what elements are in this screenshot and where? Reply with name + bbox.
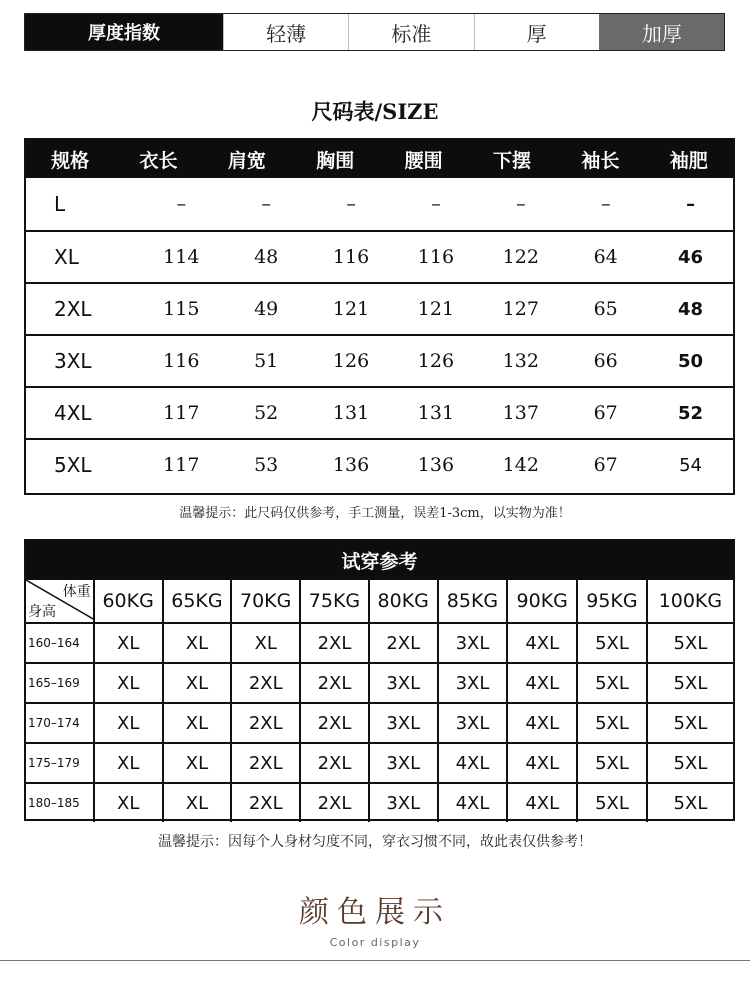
header-spec: 规格 <box>51 149 90 172</box>
fit-size-cell: 4XL <box>506 784 576 822</box>
fit-height-cell: 170–174 <box>28 716 80 730</box>
size-value-cell: 53 <box>254 454 279 476</box>
size-table <box>24 138 735 495</box>
fit-height-cell: 175–179 <box>28 756 80 770</box>
size-spec-cell: L <box>54 192 66 216</box>
size-value-cell: 126 <box>417 350 455 372</box>
corner-weight-label: 体重 <box>62 584 91 600</box>
fit-size-cell: 4XL <box>437 744 507 782</box>
fit-size-cell: 5XL <box>576 624 646 662</box>
fit-height-cell: 165–169 <box>28 676 80 690</box>
size-spec-cell: XL <box>54 245 79 269</box>
size-table-header <box>26 140 733 178</box>
fit-weight-header: 95KG <box>576 580 646 622</box>
thickness-option-standard: 标准 <box>348 14 473 50</box>
size-value-cell: – <box>346 193 356 215</box>
fit-size-cell: 3XL <box>368 744 437 782</box>
section-divider <box>0 960 750 961</box>
fit-size-cell: XL <box>93 664 162 702</box>
color-display-subtitle: Color display <box>329 936 421 949</box>
size-value-cell: 117 <box>163 402 200 424</box>
size-table-row <box>26 438 733 490</box>
header-chest: 胸围 <box>316 149 355 172</box>
header-sleeve-width: 袖肥 <box>669 149 708 172</box>
fit-size-cell: 3XL <box>368 704 437 742</box>
size-value-cell: 116 <box>163 350 200 372</box>
fit-size-cell: 5XL <box>646 744 733 782</box>
fit-size-cell: 3XL <box>368 664 437 702</box>
fit-size-cell: XL <box>93 704 162 742</box>
fit-size-cell: 5XL <box>576 664 646 702</box>
corner-height-label: 身高 <box>28 604 56 620</box>
fit-size-cell: 2XL <box>299 784 368 822</box>
fit-table-row <box>26 742 733 782</box>
size-value-cell: 131 <box>332 402 370 424</box>
fit-size-cell: 5XL <box>646 704 733 742</box>
size-value-cell: 48 <box>678 298 704 320</box>
size-value-cell: 132 <box>502 350 539 372</box>
fit-size-cell: 5XL <box>646 624 733 662</box>
thickness-option-thick: 厚 <box>474 14 599 50</box>
fit-weight-header: 75KG <box>299 580 368 622</box>
fit-size-cell: 4XL <box>437 784 507 822</box>
size-value-cell: – <box>261 193 271 215</box>
size-value-cell: 114 <box>163 246 200 268</box>
size-value-cell: 65 <box>593 298 618 320</box>
size-value-cell: 51 <box>254 350 279 372</box>
fit-size-cell: XL <box>93 784 162 822</box>
fit-corner-cell <box>26 580 93 622</box>
fit-size-cell: 3XL <box>437 704 507 742</box>
fit-size-cell: XL <box>162 784 231 822</box>
fit-table-row <box>26 622 733 662</box>
header-shoulder: 肩宽 <box>227 149 266 172</box>
size-table-row <box>26 178 733 230</box>
fit-size-cell: 2XL <box>230 784 299 822</box>
fit-table-row <box>26 702 733 742</box>
fit-size-cell: XL <box>230 624 299 662</box>
fit-size-cell: 5XL <box>576 744 646 782</box>
fit-weight-header: 90KG <box>506 580 576 622</box>
fit-size-cell: 2XL <box>230 664 299 702</box>
size-table-row <box>26 334 733 386</box>
fit-size-cell: 2XL <box>299 624 368 662</box>
fit-weight-header: 60KG <box>93 580 162 622</box>
fit-size-cell: 5XL <box>646 664 733 702</box>
size-value-cell: 50 <box>678 350 704 372</box>
size-value-cell: 67 <box>593 402 618 424</box>
fit-table-row <box>26 662 733 702</box>
size-value-cell: 126 <box>332 350 370 372</box>
size-value-cell: – <box>600 193 611 215</box>
fit-size-cell: XL <box>162 744 231 782</box>
size-value-cell: 122 <box>502 246 539 268</box>
size-spec-cell: 2XL <box>54 297 92 321</box>
thickness-label: 厚度指数 <box>25 14 223 50</box>
fit-height-cell: 160–164 <box>28 636 80 650</box>
fit-size-cell: 5XL <box>576 784 646 822</box>
size-value-cell: 48 <box>254 246 279 268</box>
size-value-cell: 115 <box>163 298 200 320</box>
size-value-cell: – <box>176 193 187 215</box>
fit-weight-header: 80KG <box>368 580 437 622</box>
fit-size-cell: 4XL <box>506 704 576 742</box>
size-value-cell: 66 <box>593 350 618 372</box>
fit-size-cell: 2XL <box>230 704 299 742</box>
fit-size-cell: 5XL <box>646 784 733 822</box>
fit-weight-header: 65KG <box>162 580 231 622</box>
size-chart-note: 温馨提示：此尺码仅供参考，手工测量，误差1-3cm，以实物为准！ <box>179 506 571 521</box>
fit-size-cell: XL <box>162 624 231 662</box>
size-value-cell: 131 <box>417 402 455 424</box>
fit-size-cell: XL <box>93 624 162 662</box>
thickness-option-extra-thick: 加厚 <box>599 14 724 50</box>
size-spec-cell: 4XL <box>54 401 92 425</box>
fit-size-cell: XL <box>162 664 231 702</box>
size-value-cell: – <box>431 193 441 215</box>
fit-size-cell: 3XL <box>437 624 507 662</box>
fit-table-header <box>26 580 733 622</box>
color-display-title: 颜色展示 <box>299 895 451 930</box>
fit-size-cell: 5XL <box>576 704 646 742</box>
size-value-cell: 117 <box>163 454 200 476</box>
fit-size-cell: 4XL <box>506 624 576 662</box>
fit-size-cell: 2XL <box>368 624 437 662</box>
fit-size-cell: 3XL <box>437 664 507 702</box>
fit-table <box>24 539 735 821</box>
fit-size-cell: 2XL <box>299 704 368 742</box>
fit-table-title: 试穿参考 <box>26 541 733 580</box>
size-table-row <box>26 230 733 282</box>
size-value-cell: 142 <box>502 454 539 476</box>
size-value-cell: – <box>516 193 526 215</box>
size-value-cell: 52 <box>678 402 704 424</box>
size-value-cell: 52 <box>254 402 279 424</box>
fit-size-cell: 2XL <box>299 744 368 782</box>
size-table-row <box>26 282 733 334</box>
size-value-cell: 127 <box>502 298 539 320</box>
header-sleeve-length: 袖长 <box>581 149 620 172</box>
fit-size-cell: XL <box>162 704 231 742</box>
size-value-cell: 46 <box>678 246 704 268</box>
size-value-cell: 121 <box>332 298 370 320</box>
header-length: 衣长 <box>139 149 178 172</box>
fit-weight-header: 70KG <box>230 580 299 622</box>
size-value-cell: 116 <box>417 246 455 268</box>
fit-table-row <box>26 782 733 822</box>
fit-weight-header: 85KG <box>437 580 507 622</box>
size-value-cell: 67 <box>593 454 618 476</box>
size-value-cell: 116 <box>332 246 370 268</box>
size-value-cell: 64 <box>593 246 618 268</box>
fit-height-cell: 180–185 <box>28 796 80 810</box>
size-spec-cell: 3XL <box>54 349 92 373</box>
thickness-bar <box>24 13 725 51</box>
size-value-cell: 136 <box>417 454 455 476</box>
size-value-cell: 54 <box>679 454 703 476</box>
fit-size-cell: 4XL <box>506 744 576 782</box>
fit-chart-note: 温馨提示：因每个人身材匀度不同，穿衣习惯不同，故此表仅供参考！ <box>158 834 592 850</box>
size-value-cell: 137 <box>502 402 539 424</box>
thickness-option-light: 轻薄 <box>223 14 348 50</box>
header-waist: 腰围 <box>404 149 443 172</box>
size-value-cell: 121 <box>417 298 455 320</box>
size-value-cell: – <box>686 193 696 215</box>
size-value-cell: 136 <box>332 454 370 476</box>
size-spec-cell: 5XL <box>54 453 92 477</box>
size-value-cell: 49 <box>254 298 279 320</box>
fit-size-cell: 2XL <box>230 744 299 782</box>
fit-weight-header: 100KG <box>646 580 733 622</box>
fit-size-cell: XL <box>93 744 162 782</box>
fit-size-cell: 2XL <box>299 664 368 702</box>
fit-size-cell: 4XL <box>506 664 576 702</box>
size-table-row <box>26 386 733 438</box>
fit-size-cell: 3XL <box>368 784 437 822</box>
header-hem: 下摆 <box>493 149 532 172</box>
size-chart-title: 尺码表/SIZE <box>311 99 439 124</box>
